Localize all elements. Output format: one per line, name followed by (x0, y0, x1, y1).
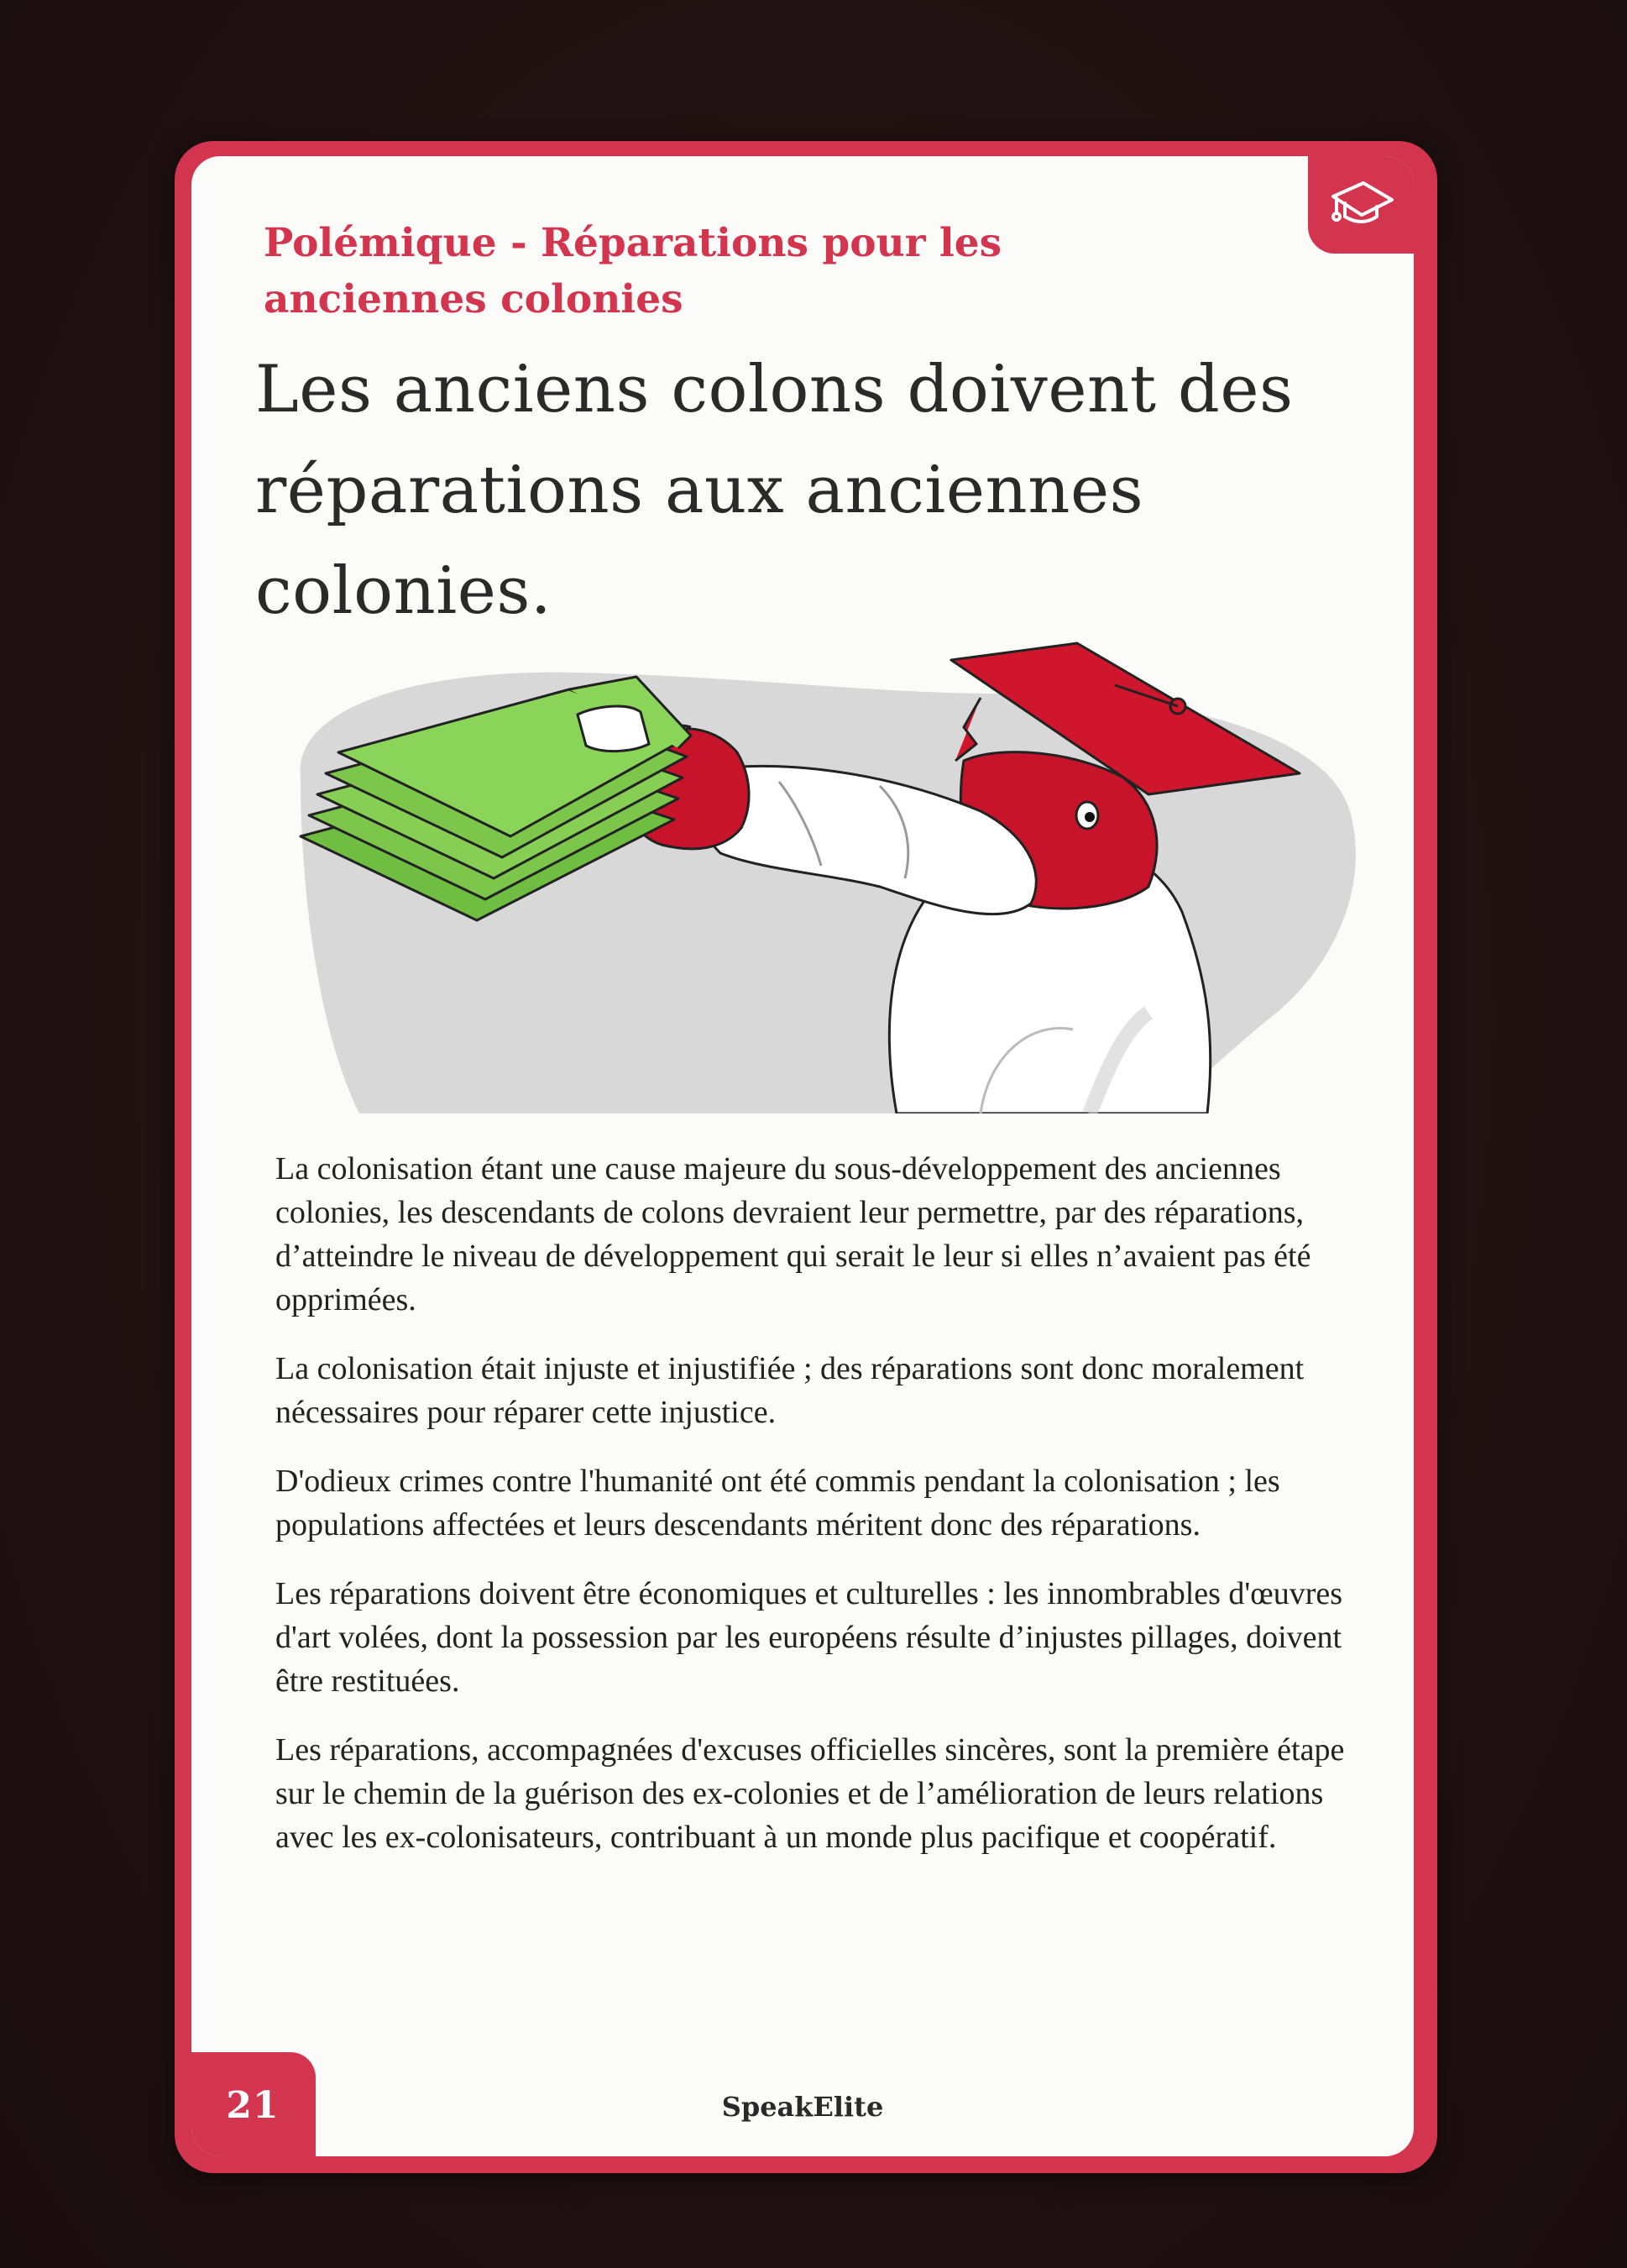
argument-paragraph-3: D'odieux crimes contre l'humanité ont été commis pendant la colonisation ; les populations affectées et leurs descendants méritent donc des réparations. (275, 1464, 1280, 1543)
argument-paragraph-1: La colonisation étant une cause majeure du sous-développement des anciennes colonies, les descendants de colons devraient leur permettre, par des réparations, d’atteindre le niveau de développement qui serait le leur si elles n’avaient pas été opprimées. (275, 1151, 1311, 1317)
page-number: 21 (226, 2083, 280, 2127)
card-headline: Les anciens colons doivent des réparations aux anciennes colonies. (255, 352, 1294, 629)
argument-paragraph-4: Les réparations doivent être économiques et culturelles : les innombrables d'œuvres d'art volées, dont la possession par les européens résulte d’injustes pillages, doivent être restituées. (275, 1576, 1343, 1699)
card-face (191, 156, 1414, 2156)
brand-name: SpeakElite (721, 2091, 884, 2123)
graduation-cap-icon (1328, 175, 1395, 233)
argument-paragraph-5: Les réparations, accompagnées d'excuses officielles sincères, sont la première étape sur le chemin de la guérison des ex-colonies et de l’amélioration de leurs relations avec les ex-colonisateurs, contribuant à un monde plus pacifique et coopératif. (275, 1732, 1345, 1855)
card-body (275, 1147, 1367, 1884)
money-band (578, 706, 649, 752)
illustration-graduate-holding-money (242, 635, 1367, 1113)
card-category: Polémique - Réparations pour les anciennes colonies (264, 220, 1002, 322)
corner-icon-tab (1308, 156, 1414, 254)
debate-card (175, 141, 1437, 2173)
argument-paragraph-2: La colonisation était injuste et injustifiée ; des réparations sont donc moralement nécessaires pour réparer cette injustice. (275, 1351, 1305, 1430)
